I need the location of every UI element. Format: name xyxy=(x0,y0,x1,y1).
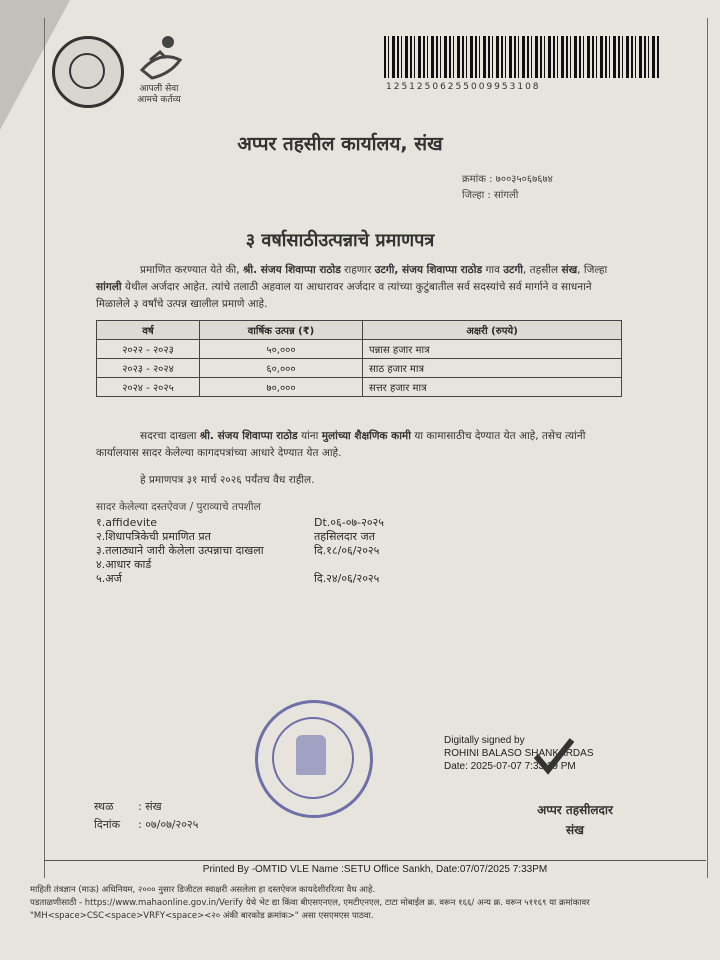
para1-text: राहणार xyxy=(340,264,375,276)
applicant-name: श्री. संजय शिवाप्पा राठोड xyxy=(199,430,298,442)
village: उटगी xyxy=(503,264,523,276)
para1-text: प्रमाणित करण्यात येते की, xyxy=(140,264,243,276)
doc-label: १.affidevite xyxy=(96,516,157,529)
ref-value: ७००३५०६७६७४ xyxy=(495,174,553,185)
cell-year: २०२२ - २०२३ xyxy=(97,340,200,359)
district-label: जिल्हा : xyxy=(462,190,491,201)
validity-note: हे प्रमाणपत्र ३१ मार्च २०२६ पर्यंतच वैध राहील. xyxy=(140,474,315,486)
certification-paragraph xyxy=(96,262,626,313)
doc-value: दि.२४/०६/२०२५ xyxy=(314,572,380,585)
list-item xyxy=(96,572,516,586)
doc-value: दि.१८/०६/२०२५ xyxy=(314,544,380,557)
purpose: मुलांच्या शैक्षणिक कामी xyxy=(321,430,411,442)
signature-date: Date: 2025-07-07 7:33:29 PM xyxy=(444,761,576,772)
para1-text: , जिल्हा xyxy=(577,264,608,276)
income-table xyxy=(96,320,622,397)
designation-place: संख xyxy=(566,823,584,837)
doc-label: ५.अर्ज xyxy=(96,572,122,585)
col-words: अक्षरी (रुपये) xyxy=(363,321,622,340)
place-label: स्थळ xyxy=(94,800,114,813)
printed-by-line: Printed By -OMTID VLE Name :SETU Office Sankh, Date:07/07/2025 7:33PM xyxy=(44,860,706,875)
documents-list xyxy=(96,516,516,586)
certificate-title: ३ वर्षासाठीउत्पन्नाचे प्रमाणपत्र xyxy=(245,230,435,251)
date-value: ०७/०७/२०२५ xyxy=(145,818,199,831)
doc-value: Dt.०६-०७-२०२५ xyxy=(314,516,384,529)
service-logo-icon xyxy=(130,30,190,90)
designation-title: अप्पर तहसीलदार xyxy=(537,803,613,817)
footer-line: "MH<space>CSC<space>VRFY<space><२० अंकी बारकोड क्रमांक>" असा एसएमएस पाठवा. xyxy=(30,911,374,921)
place-value: संख xyxy=(145,800,162,813)
purpose-paragraph xyxy=(96,428,622,462)
district: सांगली xyxy=(96,281,122,293)
doc-value: तहसिलदार जत xyxy=(314,530,375,543)
state-emblem-icon xyxy=(52,36,124,108)
cell-income: ५०,००० xyxy=(200,340,363,359)
doc-label: ४.आधार कार्ड xyxy=(96,558,152,571)
district-value: सांगली xyxy=(493,190,519,201)
col-year: वर्ष xyxy=(97,321,200,340)
col-income: वार्षिक उत्पन्न (₹) xyxy=(200,321,363,340)
logo-tagline-1: आपली सेवा xyxy=(139,84,179,94)
date-label: दिनांक xyxy=(94,818,121,831)
office-seal-stamp xyxy=(255,700,373,818)
para2-text: यांना xyxy=(297,430,322,442)
table-row xyxy=(97,359,622,378)
cell-income: ७०,००० xyxy=(200,378,363,397)
seal-emblem-icon xyxy=(296,735,326,775)
barcode xyxy=(384,36,660,78)
table-row xyxy=(97,378,622,397)
logo-tagline-2: आमचे कर्तव्य xyxy=(137,95,181,105)
signature-line: Digitally signed by xyxy=(444,735,525,746)
list-item xyxy=(96,544,516,558)
cell-words: पन्नास हजार मात्र xyxy=(363,340,622,359)
ref-label: क्रमांक : xyxy=(462,174,493,185)
para1-text: गाव xyxy=(482,264,504,276)
signer-name: ROHINI BALASO SHANKARDAS xyxy=(444,748,594,759)
cell-income: ६०,००० xyxy=(200,359,363,378)
para1-text: येथील अर्जदार आहेत. त्यांचे तलाठी अहवाल या आधारावर अर्जदार व त्यांच्या कुटुंबातील सर्व सदस्यांचे सर्व मार्गाने व साधनाने मिळालेले ३ वर्षांचे उत्पन्न खालील प्रमाणे आहे. xyxy=(96,281,592,310)
residence: उटगी, संजय शिवाप्पा राठोड xyxy=(374,264,483,276)
doc-label: २.शिधापत्रिकेची प्रमाणित प्रत xyxy=(96,530,211,543)
para1-text: , तहसील xyxy=(522,264,562,276)
para2-text: सदरचा दाखला xyxy=(140,430,200,442)
office-name: अप्पर तहसील कार्यालय, संख xyxy=(237,133,443,155)
signature-valid-check-icon xyxy=(532,736,576,776)
list-item xyxy=(96,516,516,530)
cell-words: साठ हजार मात्र xyxy=(363,359,622,378)
barcode-number: 12512506255009953108 xyxy=(386,82,541,92)
cell-year: २०२३ - २०२४ xyxy=(97,359,200,378)
cell-words: सत्तर हजार मात्र xyxy=(363,378,622,397)
para2-text: या कामासाठीच देण्यात येत आहे, तसेच त्यांनी कार्यालयास सादर केलेल्या कागदपत्रांच्या आधारे देण्यात येत आहे. xyxy=(96,430,586,459)
footer-line: पडताळणीसाठी - https://www.mahaonline.gov.in/Verify येथे भेट द्या किंवा बीएसएनएल, एमटीएनएल, टाटा मोबाईल क्र. वरून १६६/ अन्य क्र. वरून ५११६९ या क्रमांकावर xyxy=(30,898,590,908)
cell-year: २०२४ - २०२५ xyxy=(97,378,200,397)
taluka: संख xyxy=(561,264,578,276)
place-date-block: स्थळ : संख दिनांक : ०७/०७/२०२५ xyxy=(94,798,198,834)
list-item xyxy=(96,558,516,572)
logo-tagline xyxy=(132,84,186,106)
documents-heading: सादर केलेल्या दस्तऐवज / पुराव्याचे तपशील xyxy=(96,501,261,513)
reference-block xyxy=(462,172,553,204)
table-row xyxy=(97,340,622,359)
list-item xyxy=(96,530,516,544)
doc-label: ३.तलाठ्याने जारी केलेला उत्पन्नाचा दाखला xyxy=(96,544,264,557)
officer-designation xyxy=(510,800,640,840)
applicant-name: श्री. संजय शिवाप्पा राठोड xyxy=(242,264,341,276)
verification-footer xyxy=(30,884,710,923)
footer-line: माहिती तंत्रज्ञान (माऊ) अधिनियम, २००० नुसार डिजीटल स्वाक्षरी असलेला हा दस्तऐवज कायदेशीररित्या वैध आहे. xyxy=(30,885,376,895)
